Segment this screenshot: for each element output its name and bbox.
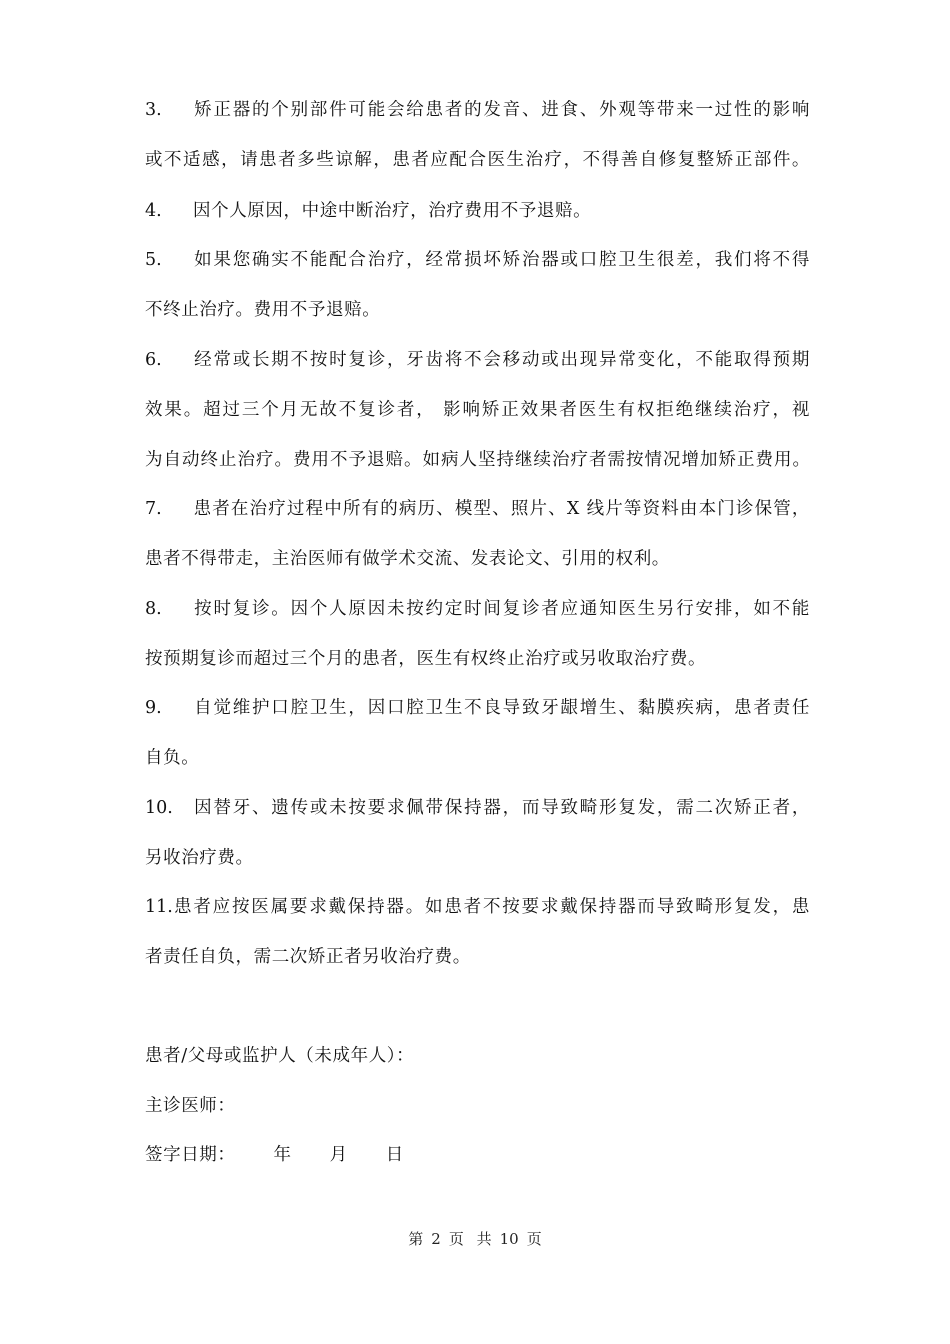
clause-6-line-1: 6. 经常或长期不按时复诊，牙齿将不会移动或出现异常变化，不能取得预期: [145, 345, 810, 375]
clause-10-line-2: 另收治疗费。: [145, 848, 254, 868]
date-label: 签字日期：: [145, 1145, 236, 1165]
clause-number: 11.: [145, 897, 173, 917]
clause-4-line-1: 4. 因个人原因，中途中断治疗，治疗费用不予退赔。: [145, 196, 810, 226]
month-label: 月: [329, 1145, 348, 1165]
page-footer: 第 2 页 共 10 页: [408, 1230, 542, 1248]
clause-11-line-2: 者责任自负，需二次矫正者另收治疗费。: [145, 947, 471, 967]
total-pages: 10: [499, 1230, 519, 1248]
clause-number: 8.: [145, 599, 162, 619]
clause-number: 5.: [145, 250, 162, 270]
clause-7-line-1: 7. 患者在治疗过程中所有的病历、模型、照片、X 线片等资料由本门诊保管，: [145, 494, 810, 524]
clause-number: 9.: [145, 698, 162, 718]
clause-3-line-1: 3. 矫正器的个别部件可能会给患者的发音、进食、外观等带来一过性的影响: [145, 95, 810, 125]
clause-9-line-2: 自负。: [145, 748, 200, 768]
clause-11-line-1: 11.患者应按医属要求戴保持器。如患者不按要求戴保持器而导致畸形复发，患: [145, 897, 810, 917]
clause-6-line-2: 效果。超过三个月无故不复诊者， 影响矫正效果者医生有权拒绝继续治疗，视: [145, 400, 810, 420]
clause-number: 7.: [145, 499, 162, 519]
clause-7-line-2: 患者不得带走，主治医师有做学术交流、发表论文、引用的权利。: [145, 549, 670, 569]
clause-10-line-1: 10. 因替牙、遗传或未按要求佩带保持器，而导致畸形复发，需二次矫正者，: [145, 793, 810, 823]
clause-8-line-2: 按预期复诊而超过三个月的患者，医生有权终止治疗或另收取治疗费。: [145, 649, 707, 669]
clause-5-line-1: 5. 如果您确实不能配合治疗，经常损坏矫治器或口腔卫生很差，我们将不得: [145, 245, 810, 275]
patient-signature-label: 患者/父母或监护人（未成年人）：: [145, 1046, 415, 1066]
clause-3-line-2: 或不适感，请患者多些谅解，患者应配合医生治疗，不得善自修复整矫正部件。: [145, 150, 810, 170]
clause-number: 6.: [145, 350, 162, 370]
doctor-signature-label: 主诊医师：: [145, 1096, 236, 1116]
clause-5-line-2: 不终止治疗。费用不予退赔。: [145, 300, 381, 320]
current-page-number: 2: [431, 1230, 441, 1248]
year-label: 年: [273, 1145, 292, 1165]
clause-number: 10.: [145, 798, 173, 818]
clause-8-line-1: 8. 按时复诊。因个人原因未按约定时间复诊者应通知医生另行安排，如不能: [145, 594, 810, 624]
clause-9-line-1: 9. 自觉维护口腔卫生，因口腔卫生不良导致牙龈增生、黏膜疾病，患者责任: [145, 693, 810, 723]
clause-number: 3.: [145, 100, 162, 120]
signature-date-row: [145, 1140, 404, 1170]
clause-6-line-3: 为自动终止治疗。费用不予退赔。如病人坚持继续治疗者需按情况增加矫正费用。: [145, 450, 810, 470]
day-label: 日: [385, 1145, 404, 1165]
clause-number: 4.: [145, 201, 162, 221]
